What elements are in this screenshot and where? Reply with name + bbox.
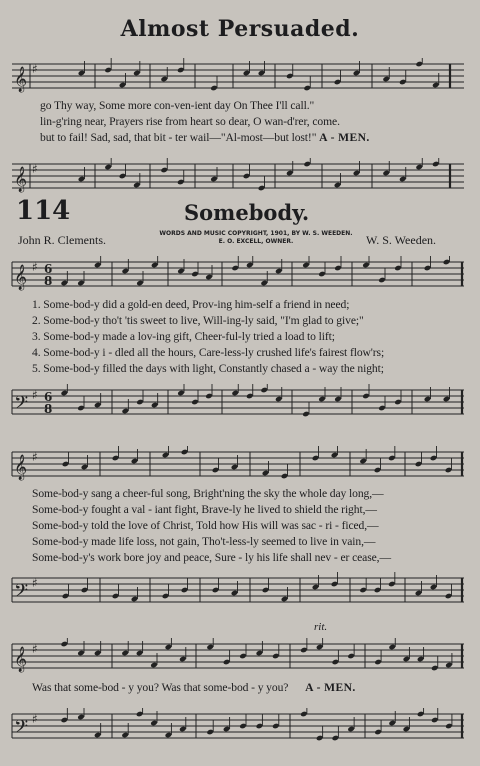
staff-system2-treble xyxy=(0,256,480,296)
verse-5-line-b: Some-bod-y's work bore joy and peace, Sure - ly his life shall nev - er cease,— xyxy=(32,551,391,564)
staff-system4-bass xyxy=(0,708,480,748)
verse-2-line-b: Some-bod-y fought a val - iant fight, Brave-ly he lived to shield the right,— xyxy=(32,503,377,516)
svg-text:𝄞: 𝄞 xyxy=(14,647,28,672)
staff-system1-bass xyxy=(0,158,480,198)
svg-text:♯: ♯ xyxy=(32,388,38,402)
staff-system2-bass xyxy=(0,384,480,424)
svg-text:♯: ♯ xyxy=(32,62,38,76)
svg-text:𝄞: 𝄞 xyxy=(14,67,28,92)
copyright-notice xyxy=(156,230,356,246)
hymn-title: Somebody. xyxy=(184,200,310,225)
copyright-line-2: E. O. EXCELL, OWNER. xyxy=(218,238,294,245)
svg-text:♯: ♯ xyxy=(32,712,38,726)
amen: A - MEN. xyxy=(305,681,356,694)
ritardando-mark: rit. xyxy=(314,621,328,633)
svg-text:♯: ♯ xyxy=(32,642,38,656)
staff-system3-treble xyxy=(0,446,480,486)
prev-hymn-title: Almost Persuaded. xyxy=(120,16,360,42)
svg-text:♯: ♯ xyxy=(32,450,38,464)
copyright-line-1: WORDS AND MUSIC COPYRIGHT, 1901, BY W. S. WEEDEN. xyxy=(159,230,353,237)
svg-text:𝄢: 𝄢 xyxy=(14,393,29,418)
svg-text:𝄢: 𝄢 xyxy=(14,717,29,742)
verse-1-line-a: 1. Some-bod-y did a gold-en deed, Prov-ing him-self a friend in need; xyxy=(32,298,350,311)
svg-text:♯: ♯ xyxy=(32,162,38,176)
verse-3-line-a: 3. Some-bod-y made a lov-ing gift, Cheer-ful-ly tried a load to lift; xyxy=(32,330,335,343)
author-credit: John R. Clements. xyxy=(18,233,107,247)
svg-text:𝄞: 𝄞 xyxy=(14,455,28,480)
prev-verse-3: but to fail! Sad, sad, that bit - ter wail—"Al-most—but lost!" A - MEN. xyxy=(40,131,370,144)
verse-1-line-b: Some-bod-y sang a cheer-ful song, Bright'ning the sky the whole day long,— xyxy=(32,487,384,500)
hymn-number: 114 xyxy=(16,196,71,226)
svg-text:♯: ♯ xyxy=(32,576,38,590)
svg-text:8: 8 xyxy=(44,402,53,416)
prev-verse-1: go Thy way, Some more con-ven-ient day On Thee I'll call." xyxy=(40,99,315,112)
svg-text:6: 6 xyxy=(44,262,53,276)
prev-verse-2: lin-g'ring near, Prayers rise from heart so dear, O wan-d'rer, come. xyxy=(40,115,340,128)
refrain-line: Was that some-bod - y you? Was that some-bod - y you? A - MEN. xyxy=(32,681,356,694)
verse-5-line-a: 5. Some-bod-y filled the days with light, Constantly chased a - way the night; xyxy=(32,362,384,375)
verse-3-line-b: Some-bod-y told the love of Christ, Told how His will was sac - ri - ficed,— xyxy=(32,519,379,532)
svg-text:𝄞: 𝄞 xyxy=(14,167,28,192)
svg-text:♯: ♯ xyxy=(32,260,38,274)
svg-text:8: 8 xyxy=(44,274,53,288)
verse-2-line-a: 2. Some-bod-y tho't 'tis sweet to live, Will-ing-ly said, "I'm glad to give;" xyxy=(32,314,364,327)
staff-system3-bass xyxy=(0,572,480,612)
svg-text:𝄢: 𝄢 xyxy=(14,581,29,606)
staff-system1-treble xyxy=(0,58,480,98)
composer-credit: W. S. Weeden. xyxy=(366,233,437,247)
verse-4-line-b: Some-bod-y made life loss, not gain, Tho't-less-ly seemed to live in vain,— xyxy=(32,535,376,548)
staff-system4-treble xyxy=(0,638,480,678)
svg-text:6: 6 xyxy=(44,390,53,404)
prev-amen: A - MEN. xyxy=(319,131,370,144)
verse-4-line-a: 4. Some-bod-y i - dled all the hours, Care-less-ly crushed life's fairest flow'rs; xyxy=(32,346,385,359)
svg-text:𝄞: 𝄞 xyxy=(14,265,28,290)
